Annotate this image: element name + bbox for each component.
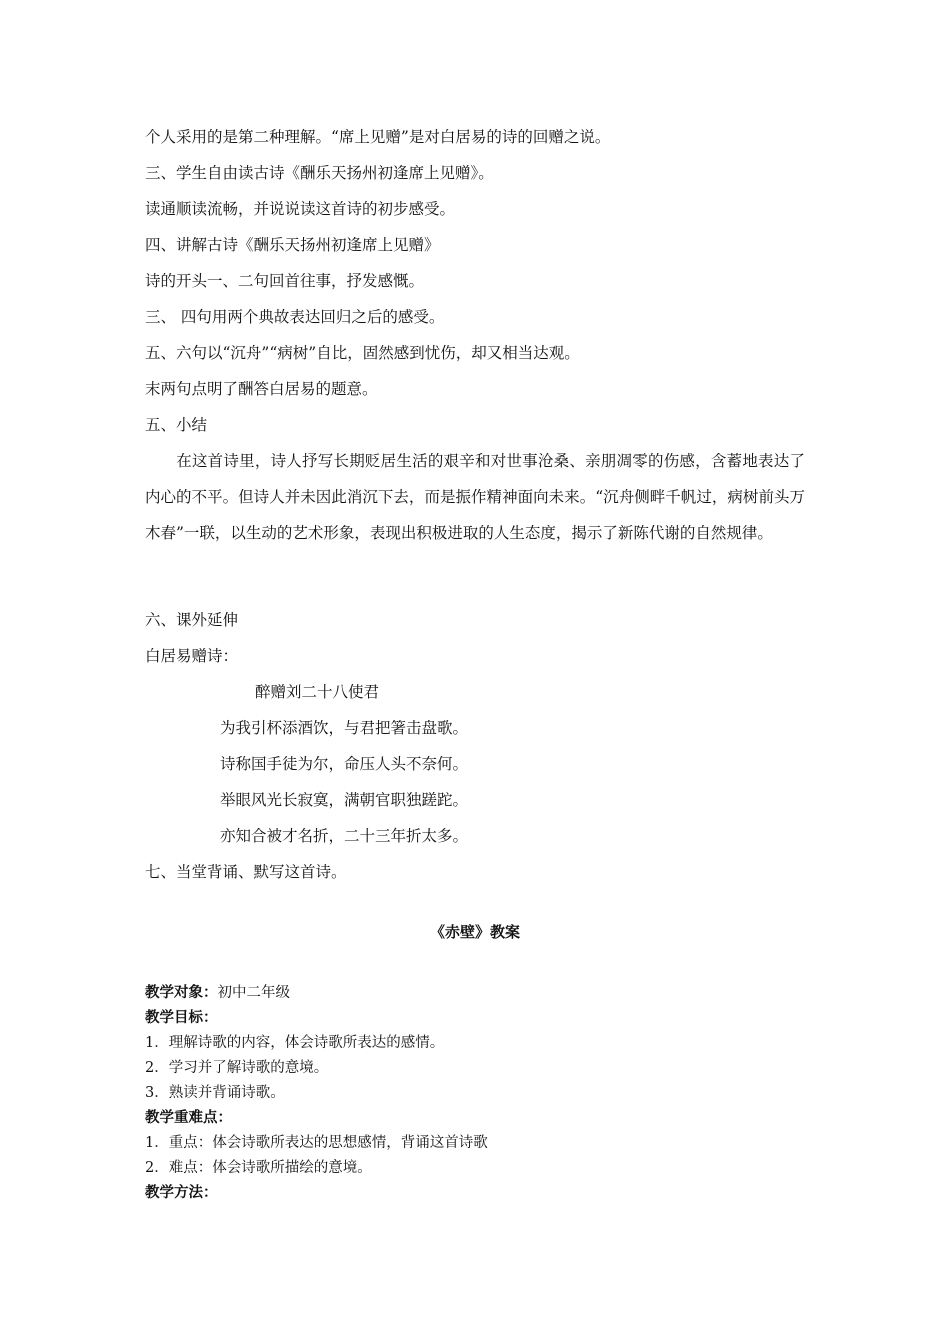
method-label: 教学方法： xyxy=(145,1184,218,1201)
section-heading: 五、小结 xyxy=(145,416,208,434)
lesson-title: 《赤壁》教案 xyxy=(429,923,520,941)
section-heading: 四、讲解古诗《酬乐天扬州初逢席上见赠》 xyxy=(145,236,440,254)
key-point-item: 1．重点：体会诗歌所表达的思想感情，背诵这首诗歌 xyxy=(145,1135,488,1151)
section-heading: 六、课外延伸 xyxy=(145,611,239,629)
text-line: 三、 四句用两个典故表达回归之后的感受。 xyxy=(145,308,445,326)
text-line: 个人采用的是第二种理解。“席上见赠”是对白居易的诗的回赠之说。 xyxy=(145,128,611,146)
goal-item: 3．熟读并背诵诗歌。 xyxy=(145,1085,285,1101)
text-line: 三、学生自由读古诗《酬乐天扬州初逢席上见赠》。 xyxy=(145,164,494,182)
key-point-item: 2．难点：体会诗歌所描绘的意境。 xyxy=(145,1160,372,1176)
goals-label: 教学目标： xyxy=(145,1009,218,1026)
goal-item: 2．学习并了解诗歌的意境。 xyxy=(145,1060,329,1076)
poem-line: 亦知合被才名折，二十三年折太多。 xyxy=(220,827,469,845)
target-value: 初中二年级 xyxy=(217,985,290,1001)
text-line: 诗的开头一、二句回首往事，抒发感慨。 xyxy=(145,272,425,290)
text-line: 末两句点明了酬答白居易的题意。 xyxy=(145,380,378,398)
section-heading: 七、当堂背诵、默写这首诗。 xyxy=(145,863,347,881)
key-points-label: 教学重难点： xyxy=(145,1109,232,1126)
target-label: 教学对象： xyxy=(145,984,218,1001)
target-row xyxy=(145,983,290,1003)
poem-line: 举眼风光长寂寞，满朝官职独蹉跎。 xyxy=(220,791,469,809)
text-line: 白居易赠诗： xyxy=(145,647,239,665)
text-line: 五、六句以“沉舟”“病树”自比，固然感到忧伤，却又相当达观。 xyxy=(145,344,580,362)
poem-title: 醉赠刘二十八使君 xyxy=(255,683,380,701)
text-line: 读通顺读流畅，并说说读这首诗的初步感受。 xyxy=(145,200,456,218)
goal-item: 1．理解诗歌的内容，体会诗歌所表达的感情。 xyxy=(145,1035,445,1051)
poem-line: 为我引杯添酒饮，与君把箸击盘歌。 xyxy=(220,719,469,737)
poem-line: 诗称国手徒为尔，命压人头不奈何。 xyxy=(220,755,469,773)
summary-paragraph xyxy=(145,443,805,551)
summary-text: 在这首诗里，诗人抒写长期贬居生活的艰辛和对世事沧桑、亲朋凋零的伤感，含蓄地表达了内心的不平。但诗人并未因此消沉下去，而是振作精神面向未来。“沉舟侧畔千帆过，病树前头万木春”一联，以生动的艺术形象，表现出积极进取的人生态度，揭示了新陈代谢的自然规律。 xyxy=(145,452,805,542)
